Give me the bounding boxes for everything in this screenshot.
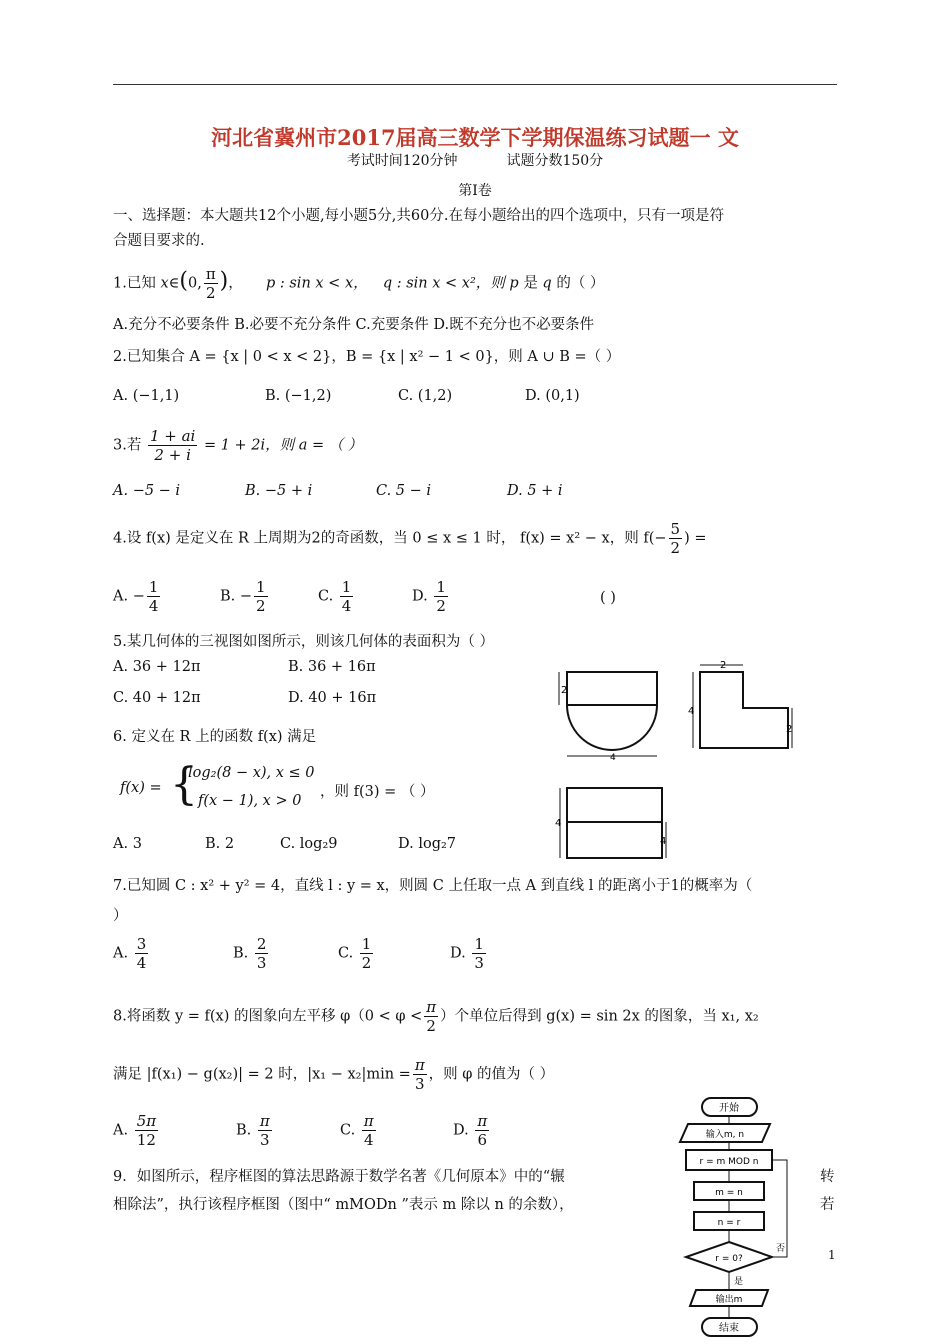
q4-stem-num: 5 (670, 520, 681, 538)
q8-option-b: B. $\frac{\pi}{3}$ (236, 1112, 270, 1149)
q8-stem-a: 8.将函数 y = f(x) 的图象向左平移 φ（0 < φ < (113, 1008, 423, 1025)
flowchart-mod: r = m MOD n (699, 1157, 759, 1167)
front-view-height-label: 2 (561, 685, 568, 696)
q3-fraction-den: 2 + i (154, 446, 191, 464)
q4-stem (113, 520, 706, 557)
q1-paren: 的（ ） (556, 275, 605, 292)
q7-option-a: A. $\frac{3}{4}$ (113, 935, 147, 972)
section-intro-line1: 一、选择题：本大题共12个小题,每小题5分,共60分.在每小题给出的四个选项中，只有一项是符 (113, 208, 724, 224)
q5-stem: 5.某几何体的三视图如图所示，则该几何体的表面积为（ ） (113, 634, 494, 650)
q3-fraction-num: 1 + ai (149, 427, 196, 445)
q6-option-b: B. 2 (205, 836, 235, 852)
q8-option-c: C. $\frac{\pi}{4}$ (340, 1112, 374, 1149)
q2-option-a: A. (−1,1) (113, 388, 180, 404)
q1-shi: 是 (523, 275, 538, 292)
q2-stem: 2.已知集合 A = {x | 0 < x < 2}，B = {x | x² − 1 < 0}，则 A ∪ B =（ ） (113, 349, 621, 365)
flowchart-input: 输入m, n (705, 1130, 745, 1140)
q1-q: q : sin x < x²，则 (382, 275, 505, 292)
q4-stem-text: 4.设 f(x) 是定义在 R 上周期为2的奇函数，当 0 ≤ x ≤ 1 时， f(x) = x² − x，则 f(− (113, 530, 667, 547)
question-1: 1.已知 x∈(0, $\frac{\pi}{2}$ )， p : sin x < x， q : sin x < x²，则 p 是 q 的（ ） (113, 265, 605, 302)
q1-p: p : sin x < x， (265, 275, 368, 292)
side-view-step-label: 2 (786, 724, 793, 735)
q8-option-a: A. $\frac{5\pi}{12}$ (113, 1112, 157, 1149)
flowchart-assign-n: n = r (717, 1218, 741, 1228)
flowchart-yes-label: 是 (734, 1277, 744, 1287)
front-view-width-label: 4 (610, 753, 616, 763)
q4-paren: ( ) (600, 590, 616, 606)
document-title: 河北省冀州市2017届高三数学下学期保温练习试题一 文 (211, 125, 739, 150)
q7-option-b: B. $\frac{2}{3}$ (233, 935, 267, 972)
q8-line2-b: ，则 φ 的值为（ ） (428, 1066, 555, 1083)
top-view-side-label: 4 (660, 836, 667, 847)
q8-line2: 满足 |f(x₁) − g(x₂)| = 2 时，|x₁ − x₂|min = $\frac{\pi}{3}$ ，则 φ 的值为（ ） (113, 1056, 555, 1093)
q6-case-1: log₂(8 − x), x ≤ 0 (188, 765, 315, 781)
q8-option-d: D. $\frac{\pi}{6}$ (453, 1112, 488, 1149)
exam-time: 考试时间120分钟 (346, 153, 458, 169)
front-view-figure (555, 660, 665, 765)
q4-option-c: C. $\frac{1}{4}$ (318, 578, 352, 615)
q7-option-d: D. $\frac{1}{3}$ (450, 935, 484, 972)
flowchart-output: 输出m (715, 1295, 743, 1305)
q9-line2-end: 若 (820, 1197, 835, 1213)
q6-tail: ，则 f(3) = （ ） (320, 784, 435, 800)
exam-info (0, 150, 950, 170)
side-view-top-label: 2 (720, 660, 727, 671)
q3-option-d: D. 5 + i (507, 483, 563, 499)
q9-line1-end: 转 (820, 1169, 835, 1185)
q5-option-a: A. 36 + 12π (113, 659, 201, 675)
q7-stem: 7.已知圆 C : x² + y² = 4，直线 l : y = x，则圆 C 上任取一点 A 到直线 l 的距离小于1的概率为（ (113, 878, 753, 894)
q7-option-c: C. $\frac{1}{2}$ (338, 935, 372, 972)
side-view-figure (688, 660, 798, 755)
q8-stem-b: ）个单位后得到 g(x) = sin 2x 的图象，当 x₁, x₂ (440, 1008, 759, 1025)
flowchart-end: 结束 (719, 1323, 739, 1334)
exam-score: 试题分数150分 (506, 153, 604, 169)
q3-option-c: C. 5 − i (376, 483, 432, 499)
q3-option-b: B. −5 + i (245, 483, 313, 499)
flowchart-no-label: 否 (776, 1244, 786, 1254)
flowchart-figure (672, 1094, 802, 1342)
q6-option-c: C. log₂9 (280, 836, 338, 852)
q2-option-b: B. (−1,2) (265, 388, 332, 404)
q7-stem-end: ） (113, 908, 128, 924)
q6-stem: 6. 定义在 R 上的函数 f(x) 满足 (113, 729, 317, 745)
q4-option-b: B. − $\frac{1}{2}$ (220, 578, 266, 615)
q3-stem-a: 3.若 (113, 437, 142, 454)
top-view-figure (555, 782, 670, 862)
q1-stem-a: 1.已知 (113, 275, 156, 292)
section-intro-line2: 合题目要求的. (113, 233, 205, 249)
q1-options: A.充分不必要条件 B.必要不充分条件 C.充要条件 D.既不充分也不必要条件 (113, 317, 595, 333)
q6-option-d: D. log₂7 (398, 836, 457, 852)
q4-option-d: D. $\frac{1}{2}$ (412, 578, 446, 615)
q2-option-d: D. (0,1) (525, 388, 580, 404)
q6-case-2: f(x − 1), x > 0 (198, 793, 302, 809)
q9-line1: 9．如图所示，程序框图的算法思路源于数学名著《几何原本》中的“辗 (113, 1169, 565, 1185)
flowchart-start: 开始 (719, 1103, 739, 1114)
q4-stem-den: 2 (670, 539, 681, 557)
q8-stem: 8.将函数 y = f(x) 的图象向左平移 φ（0 < φ < $\frac{\pi}{2}$ ）个单位后得到 g(x) = sin 2x 的图象，当 x₁, x₂ (113, 998, 759, 1035)
header-rule (113, 84, 837, 85)
volume-label: 第Ⅰ卷 (458, 183, 492, 199)
q2-option-c: C. (1,2) (398, 388, 453, 404)
q6-option-a: A. 3 (113, 836, 142, 852)
flowchart-assign-m: m = n (715, 1188, 743, 1198)
flowchart-condition: r = 0? (715, 1254, 743, 1264)
top-view-height-label: 4 (555, 818, 562, 829)
q5-option-b: B. 36 + 16π (288, 659, 376, 675)
q3-option-a: A. −5 − i (113, 483, 181, 499)
q3-stem-b: = 1 + 2i，则 a = （ ） (203, 437, 363, 454)
q5-option-c: C. 40 + 12π (113, 690, 201, 706)
q5-option-d: D. 40 + 16π (288, 690, 377, 706)
q4-stem-end: ) = (684, 530, 707, 547)
q6-lhs: f(x) = (120, 780, 162, 796)
side-view-height-label: 4 (688, 706, 695, 717)
page-number: 1 (828, 1248, 836, 1262)
q3-stem (113, 427, 362, 464)
q9-line2: 相除法”，执行该程序框图（图中“ mMODn ”表示 m 除以 n 的余数）， (113, 1197, 574, 1213)
q8-line2-a: 满足 |f(x₁) − g(x₂)| = 2 时，|x₁ − x₂|min = (113, 1066, 411, 1083)
q4-option-a: A. − $\frac{1}{4}$ (113, 578, 159, 615)
